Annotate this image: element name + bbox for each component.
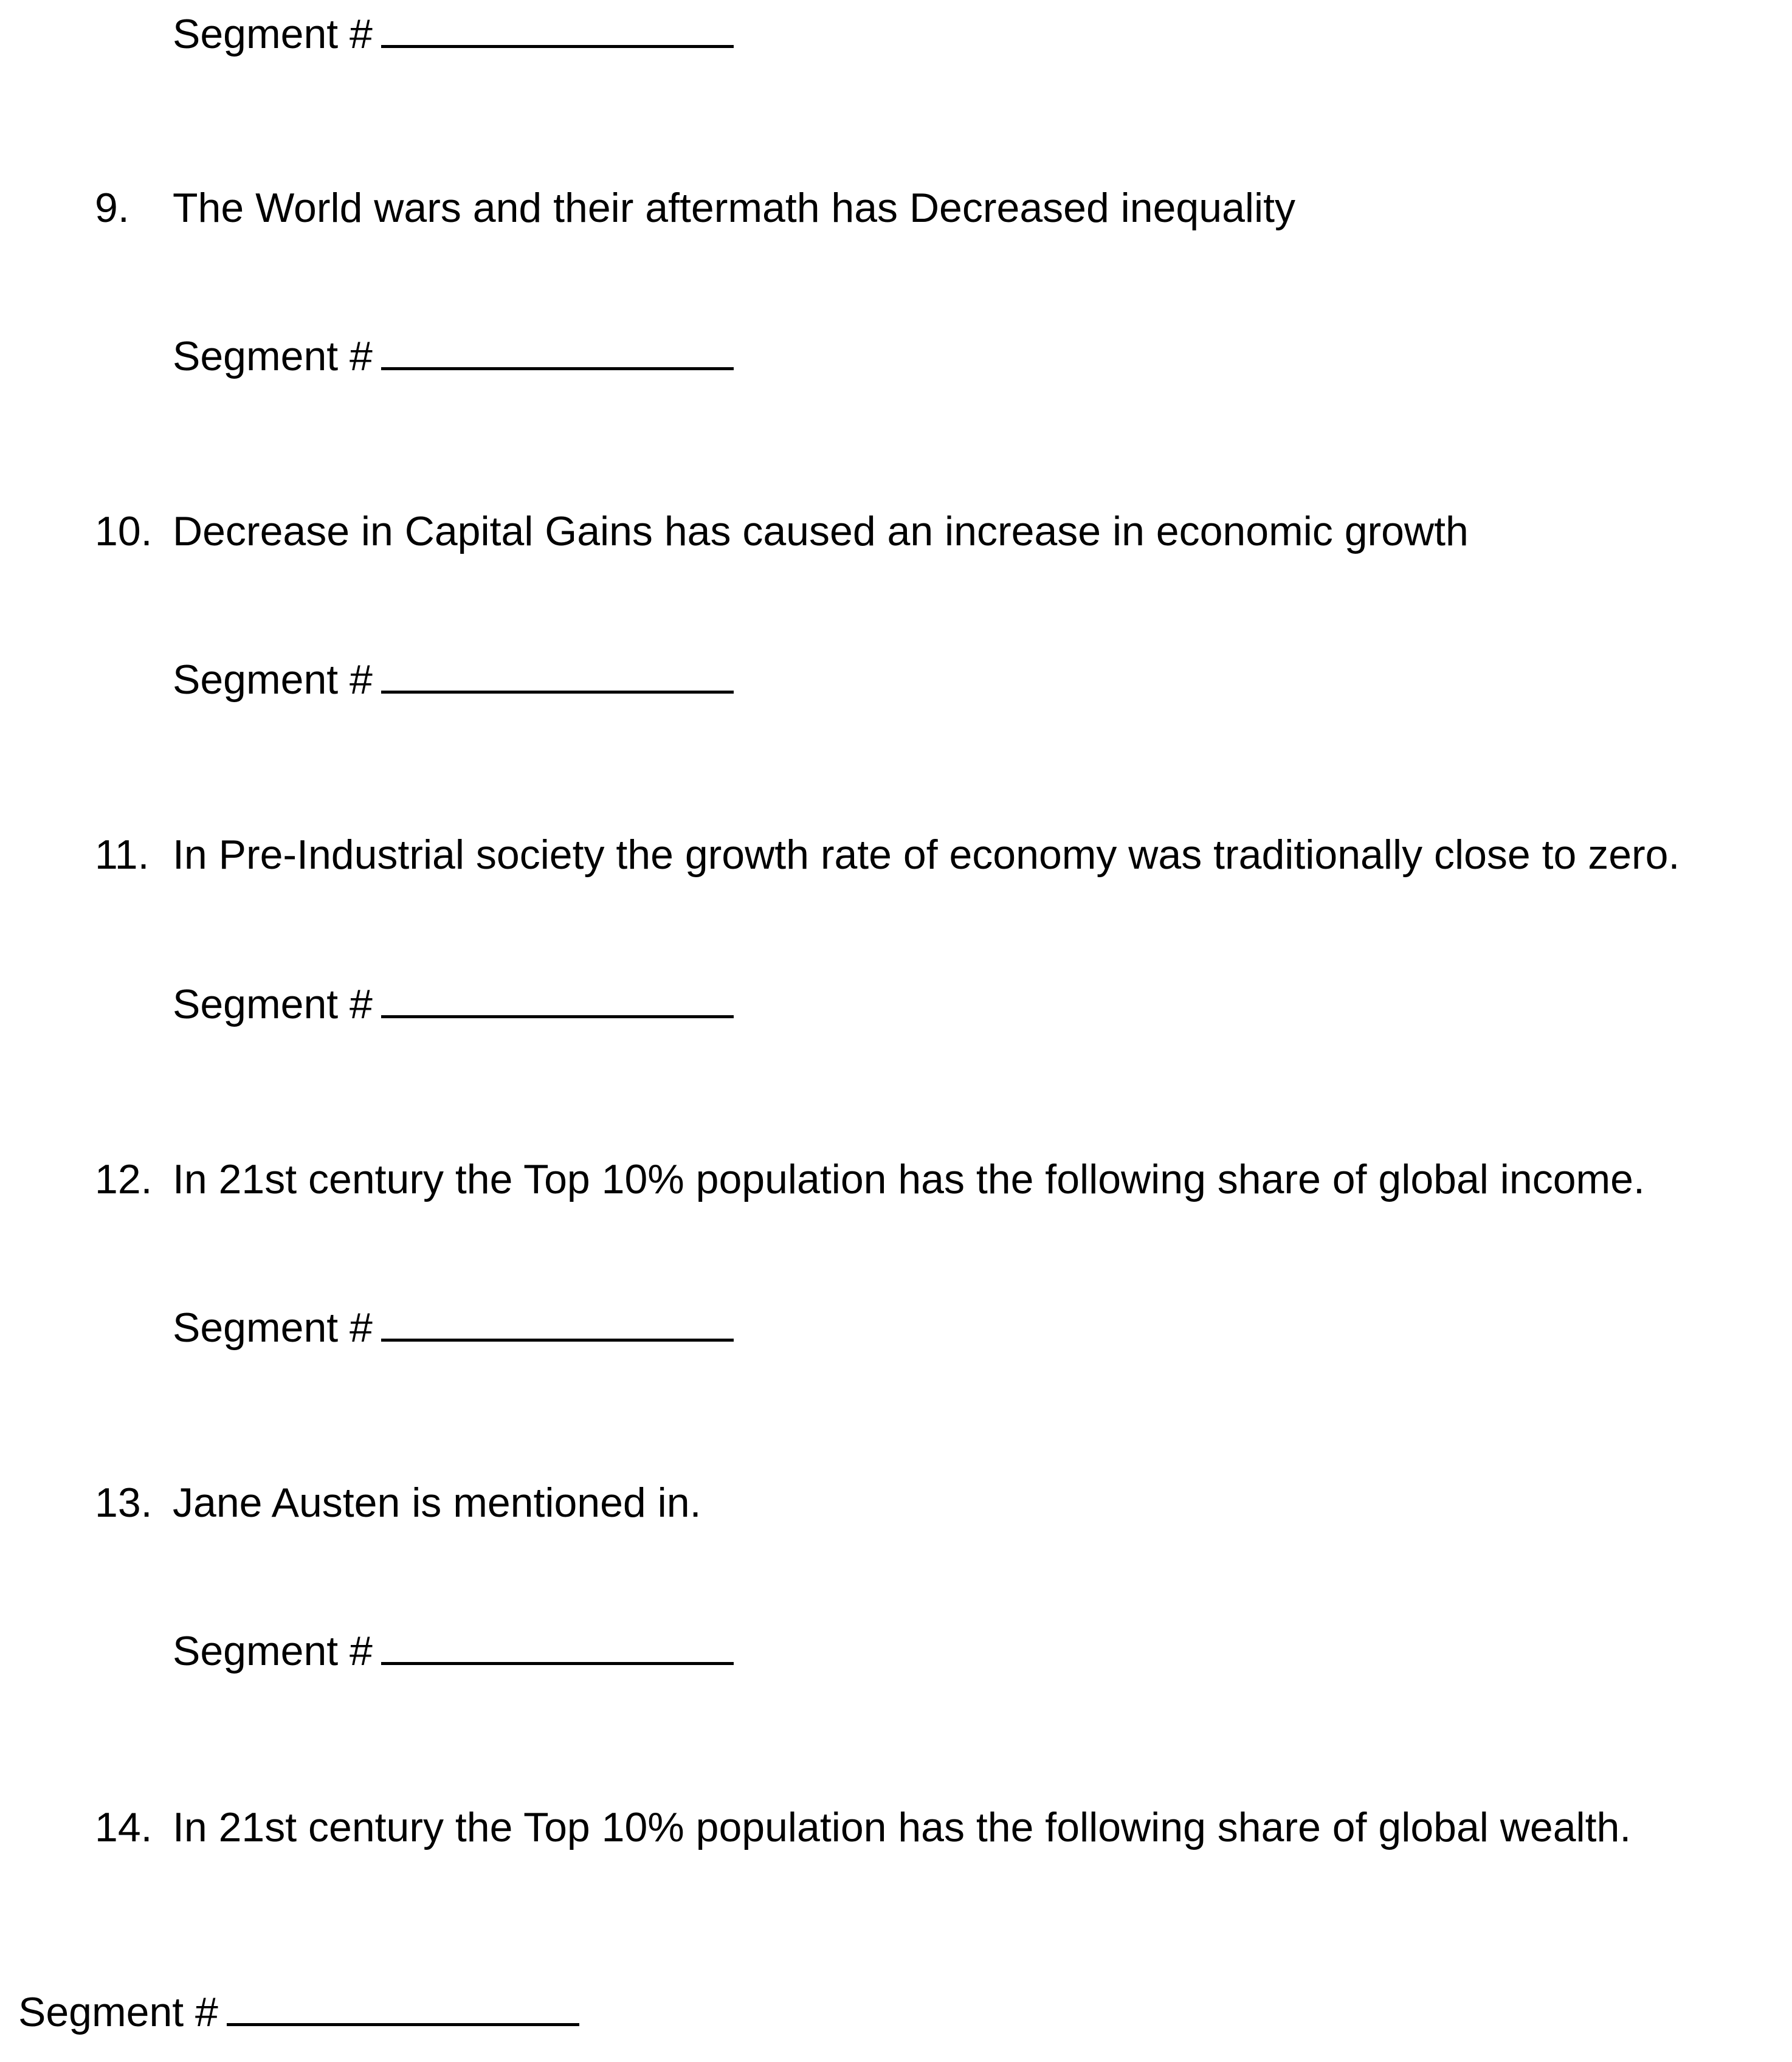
answer-blank[interactable] [227,1988,579,2026]
segment-answer-line [173,1303,734,1352]
question-text: The World wars and their aftermath has Decreased inequality [173,185,1295,231]
segment-label: Segment # [173,1305,373,1351]
answer-blank[interactable] [381,332,734,370]
question-text: In 21st century the Top 10% population has the following share of global income. [173,1156,1645,1202]
answer-blank[interactable] [381,1627,734,1665]
question-text: In Pre-Industrial society the growth rate of economy was traditionally close to zero. [173,832,1680,878]
segment-label: Segment # [173,1628,373,1674]
question-number: 13. [95,1480,153,1526]
question-number: 9. [95,185,129,231]
answer-blank[interactable] [381,1303,734,1342]
segment-label: Segment # [18,1989,218,2035]
answer-blank[interactable] [381,655,734,694]
question-number: 12. [95,1156,153,1202]
question-number: 11. [95,832,150,878]
question-text: Decrease in Capital Gains has caused an increase in economic growth [173,508,1469,554]
question-text: Jane Austen is mentioned in. [173,1480,701,1526]
segment-label: Segment # [173,981,373,1027]
question-text: In 21st century the Top 10% population has the following share of global wealth. [173,1804,1632,1850]
segment-label: Segment # [173,657,373,703]
segment-answer-line [173,10,734,58]
answer-blank[interactable] [381,10,734,48]
segment-answer-line [173,332,734,381]
segment-answer-line [18,1988,579,2036]
segment-label: Segment # [173,333,373,379]
segment-answer-line [173,1627,734,1675]
question-number: 10. [95,508,153,554]
answer-blank[interactable] [381,980,734,1018]
segment-label: Segment # [173,11,373,57]
segment-answer-line [173,980,734,1029]
question-number: 14. [95,1804,153,1850]
segment-answer-line [173,655,734,704]
